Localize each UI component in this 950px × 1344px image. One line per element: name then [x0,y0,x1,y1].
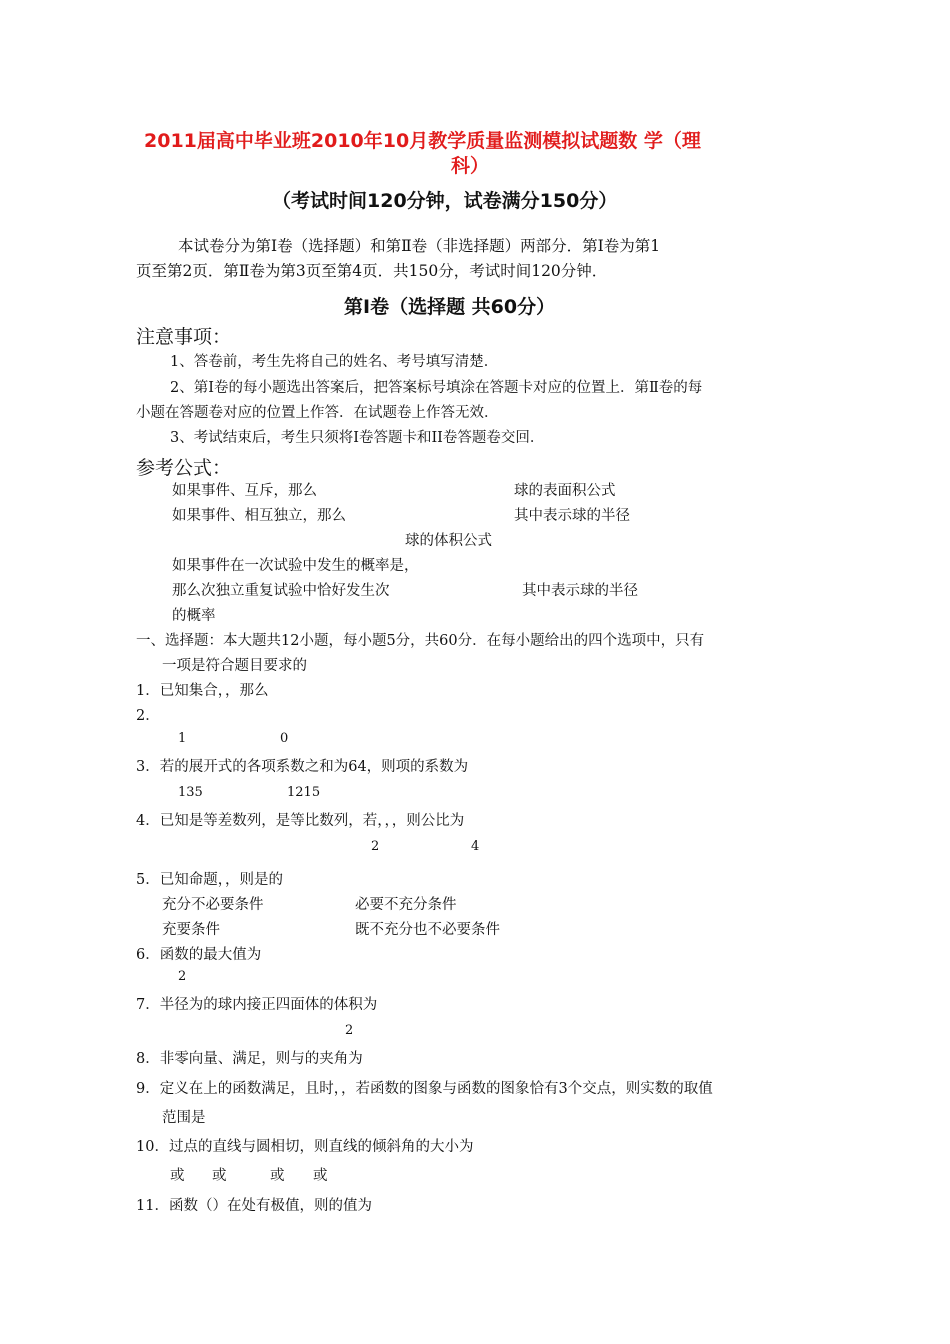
question-10-option-d: 或 [313,1168,328,1184]
formula-row4-left: 如果事件在一次试验中发生的概率是， [172,558,419,574]
exam-title-line2: 科） [451,155,490,177]
question-5: 5．已知命题，，则是的 [136,872,283,888]
section1-line1: 一、选择题：本大题共12小题，每小题5分，共60分．在每小题给出的四个选项中，只有 [136,633,705,649]
exam-subtitle: （考试时间120分钟，试卷满分150分） [272,190,618,212]
formula-row2-right: 其中表示球的半径 [514,508,630,524]
question-5-option-a: 充分不必要条件 [162,897,264,913]
formula-row1-left: 如果事件、互斥，那么 [172,483,317,499]
question-3-option-a: 135 [178,785,203,800]
question-3-option-b: 1215 [287,785,321,800]
question-4: 4．已知是等差数列，是等比数列，若，，，则公比为 [136,813,465,829]
question-10: 10．过点的直线与圆相切，则直线的倾斜角的大小为 [136,1139,474,1155]
question-6: 6．函数的最大值为 [136,947,262,963]
question-4-option-c: 2 [371,839,380,854]
question-1: 1．已知集合，，那么 [136,683,269,699]
question-11: 11．函数（）在处有极值，则的值为 [136,1198,372,1214]
intro-line2: 页至第2页．第Ⅱ卷为第3页至第4页．共150分，考试时间120分钟． [136,262,608,280]
question-2-option-b: 0 [280,731,289,746]
formula-row1-right: 球的表面积公式 [514,483,616,499]
notice-item-2-line2: 小题在答题卷对应的位置上作答．在试题卷上作答无效． [136,405,499,421]
question-9-line1: 9．定义在上的函数满足，且时，，若函数的图象与函数的图象恰有3个交点，则实数的取值 [136,1081,713,1097]
intro-line1: 本试卷分为第Ⅰ卷（选择题）和第Ⅱ卷（非选择题）两部分．第Ⅰ卷为第1 [178,237,661,255]
question-10-option-b: 或 [212,1168,227,1184]
question-10-option-a: 或 [170,1168,185,1184]
formula-row6-left: 的概率 [172,608,216,624]
exam-title-line1: 2011届高中毕业班2010年10月教学质量监测模拟试题数 学（理 [144,130,701,152]
notice-item-3: 3、考试结束后，考生只须将I卷答题卡和II卷答题卷交回． [170,430,545,446]
question-9-line2: 范围是 [162,1110,206,1126]
question-5-option-b: 必要不充分条件 [355,897,457,913]
question-7-option-c: 2 [345,1023,354,1038]
formula-row2-left: 如果事件、相互独立，那么 [172,508,346,524]
question-5-option-c: 充要条件 [162,922,220,938]
notice-item-1: 1、答卷前，考生先将自己的姓名、考号填写清楚． [170,354,499,370]
question-3: 3．若的展开式的各项系数之和为64，则项的系数为 [136,759,469,775]
notice-item-2-line1: 2、第Ⅰ卷的每小题选出答案后，把答案标号填涂在答题卡对应的位置上．第Ⅱ卷的每 [170,380,703,396]
section1-line2: 一项是符合题目要求的 [162,658,307,674]
formula-row5-left: 那么次独立重复试验中恰好发生次 [172,583,390,599]
question-10-option-c: 或 [270,1168,285,1184]
question-2-option-a: 1 [178,731,187,746]
formula-row3-center: 球的体积公式 [405,533,492,549]
notice-heading: 注意事项： [136,326,232,348]
question-6-option-a: 2 [178,969,187,984]
formula-row5-right: 其中表示球的半径 [522,583,638,599]
question-8: 8．非零向量、满足，则与的夹角为 [136,1051,363,1067]
formulas-heading: 参考公式： [136,457,232,479]
question-2: 2． [136,708,160,724]
question-5-option-d: 既不充分也不必要条件 [355,922,500,938]
part1-header: 第Ⅰ卷（选择题 共60分） [344,296,556,318]
question-7: 7．半径为的球内接正四面体的体积为 [136,997,378,1013]
question-4-option-d: 4 [471,839,480,854]
